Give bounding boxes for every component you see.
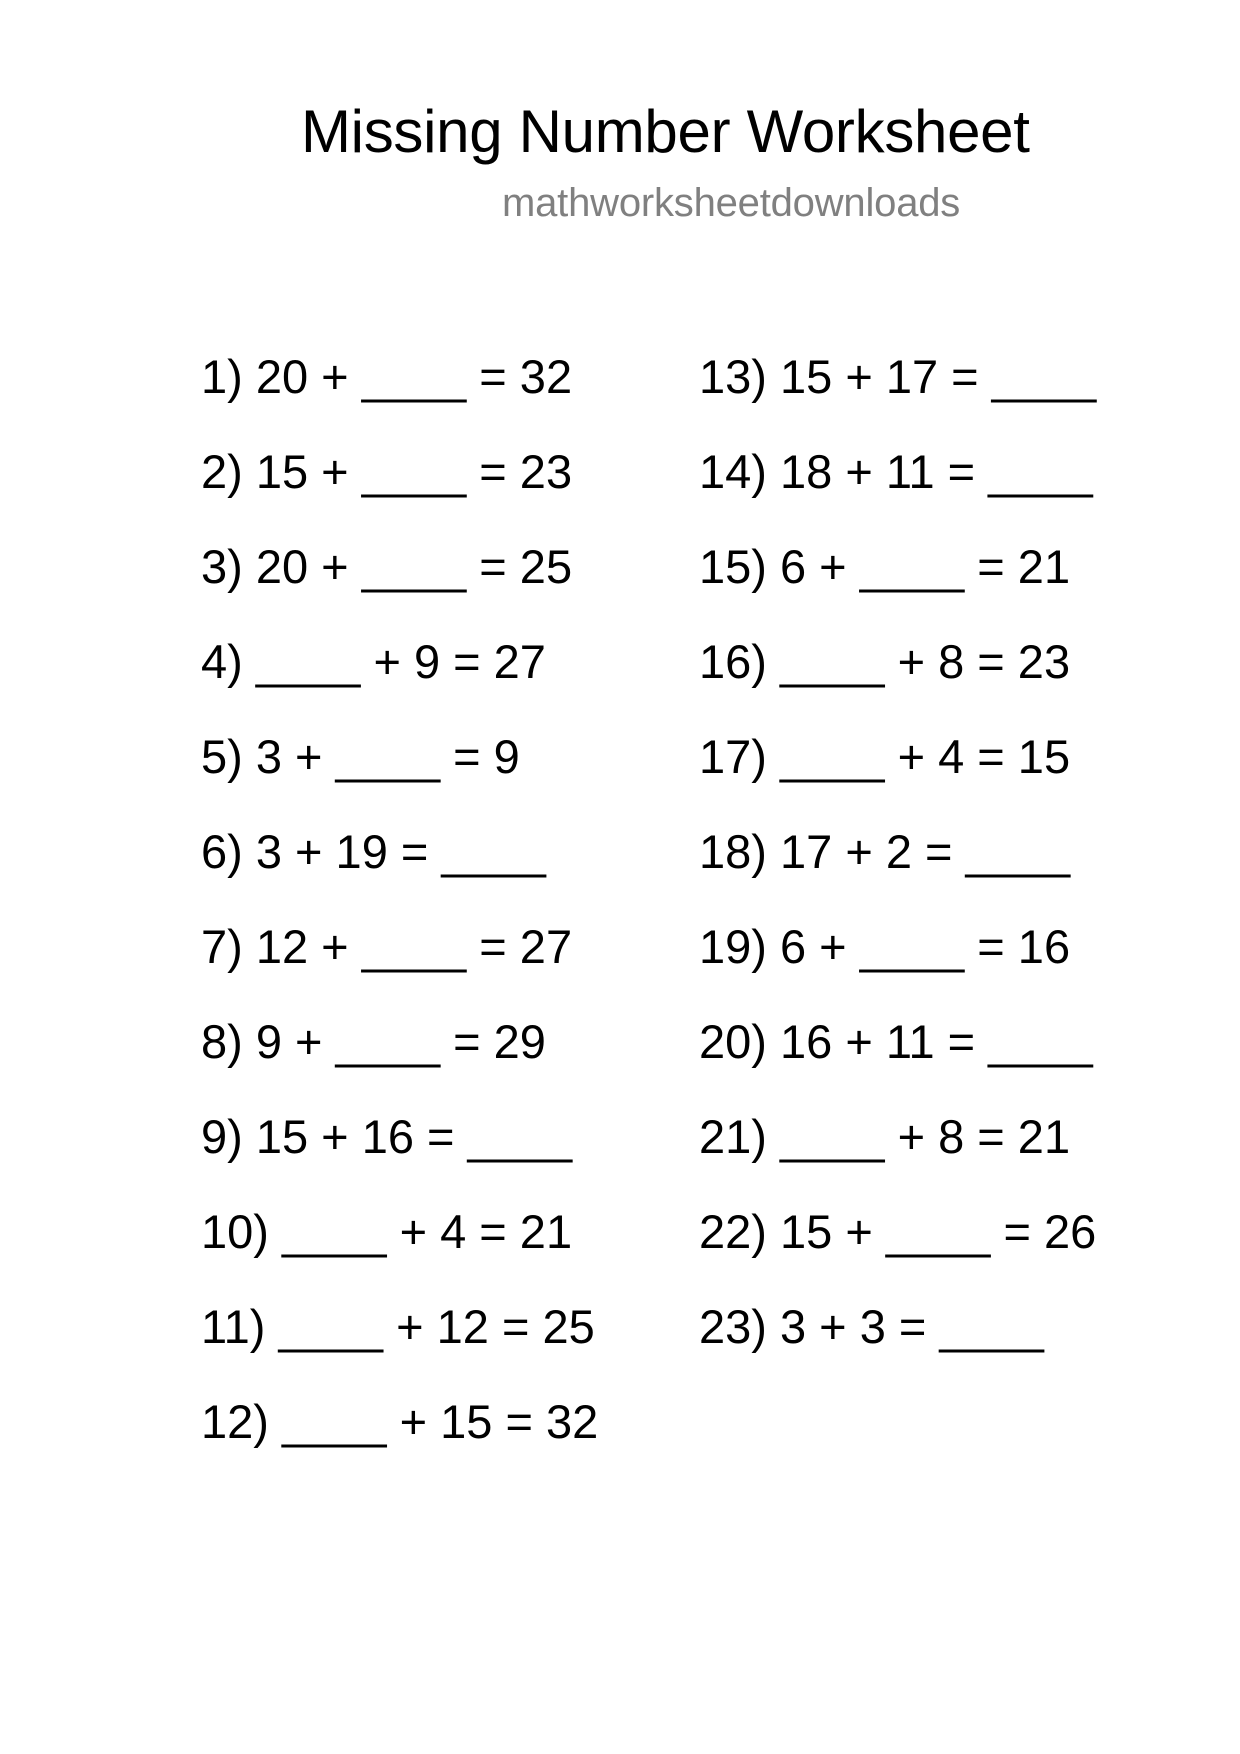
problem-7: 7) 12 + ____ = 27 [201,920,573,973]
problem-21: 21) ____ + 8 = 21 [699,1110,1071,1163]
problem-10: 10) ____ + 4 = 21 [201,1205,573,1258]
problem-6: 6) 3 + 19 = ____ [201,825,546,878]
problem-2: 2) 15 + ____ = 23 [201,445,573,498]
problem-17: 17) ____ + 4 = 15 [699,730,1071,783]
problem-9: 9) 15 + 16 = ____ [201,1110,573,1163]
problem-4: 4) ____ + 9 = 27 [201,635,546,688]
problem-20: 20) 16 + 11 = ____ [699,1015,1093,1068]
problem-22: 22) 15 + ____ = 26 [699,1205,1097,1258]
problem-8: 8) 9 + ____ = 29 [201,1015,546,1068]
problem-14: 14) 18 + 11 = ____ [699,445,1093,498]
problem-13: 13) 15 + 17 = ____ [699,350,1097,403]
page-title: Missing Number Worksheet [301,98,1030,165]
problem-12: 12) ____ + 15 = 32 [201,1395,599,1448]
problem-11: 11) ____ + 12 = 25 [201,1300,595,1353]
problem-19: 19) 6 + ____ = 16 [699,920,1071,973]
problem-23: 23) 3 + 3 = ____ [699,1300,1044,1353]
problem-1: 1) 20 + ____ = 32 [201,350,573,403]
problem-3: 3) 20 + ____ = 25 [201,540,573,593]
problem-15: 15) 6 + ____ = 21 [699,540,1071,593]
problem-18: 18) 17 + 2 = ____ [699,825,1071,878]
problem-16: 16) ____ + 8 = 23 [699,635,1071,688]
page-subtitle: mathworksheetdownloads [502,181,961,225]
problem-5: 5) 3 + ____ = 9 [201,730,520,783]
